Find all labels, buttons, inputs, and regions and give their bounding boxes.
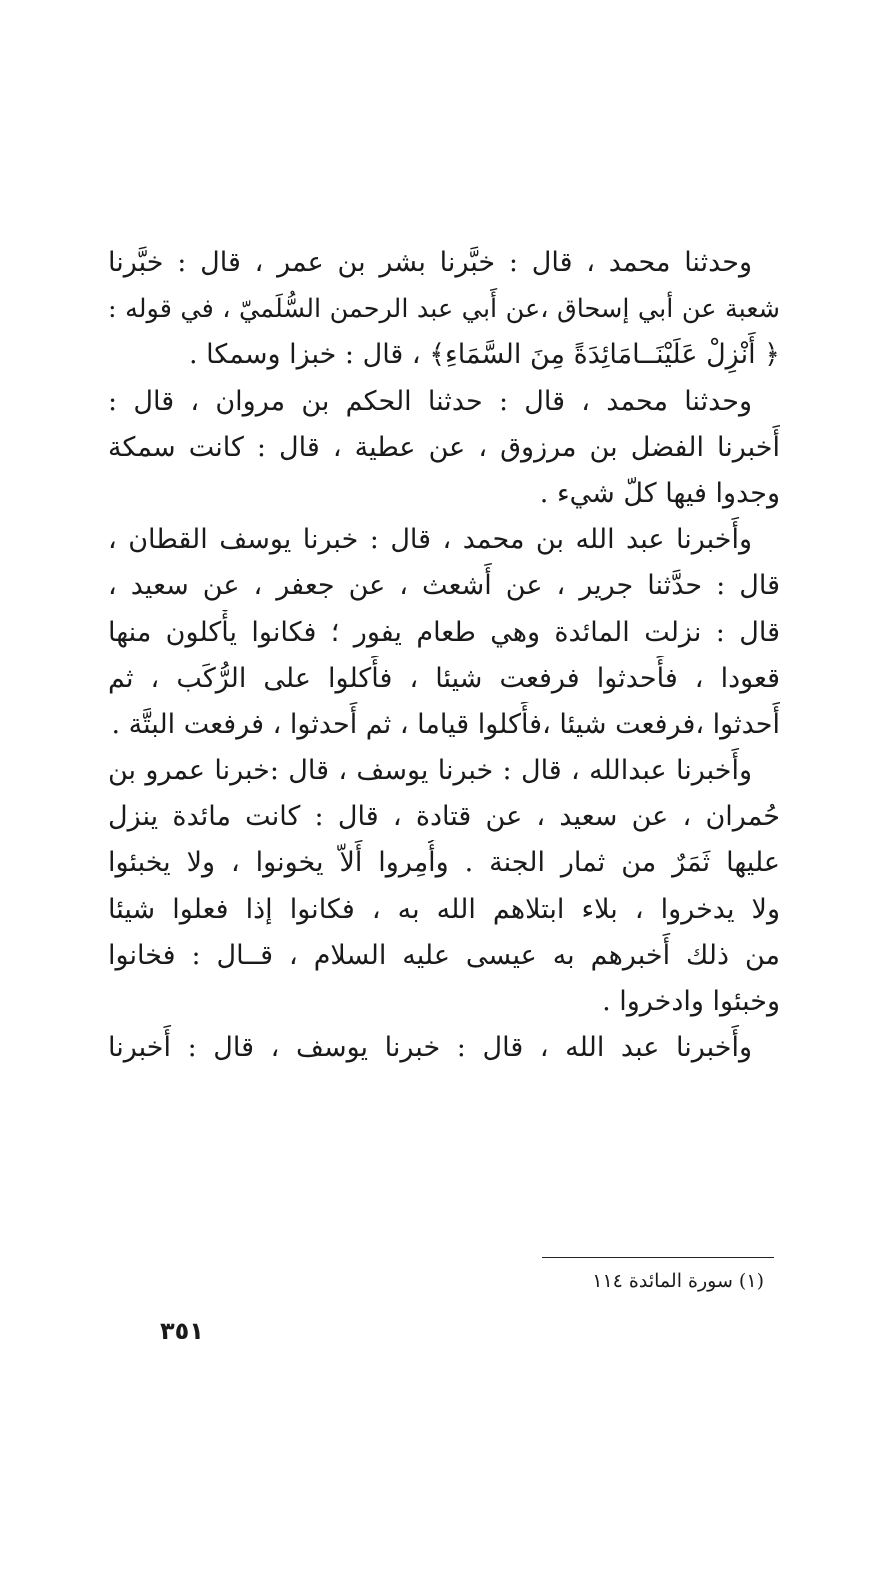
text-line: وخبئوا وادخروا . xyxy=(602,986,780,1017)
page-number: ٣٥١ xyxy=(160,1317,204,1345)
text-line: قال : نزلت المائدة وهي طعام يفور ؛ فكانوا يأْكلون منها xyxy=(108,616,780,648)
text-line: وأَخبرنا عبد الله ، قال : خبرنا يوسف ، قال : أَخبرنا xyxy=(108,1032,752,1064)
text-line: وحدثنا محمد ، قال : حدثنا الحكم بن مروان ، قال : xyxy=(108,385,752,417)
text-line: وحدثنا محمد ، قال : خبَّرنا بشر بن عمر ، قال : خبَّرنا xyxy=(108,247,752,278)
text-line: أَحدثوا ،فرفعت شيئا ،فأَكلوا قياما ، ثم أَحدثوا ، فرفعت البتَّة . xyxy=(111,708,780,740)
text-line: ولا يدخروا ، بلاء ابتلاهم الله به ، فكانوا إذا فعلوا شيئا xyxy=(108,893,780,925)
text-line: وجدوا فيها كلّ شيء . xyxy=(539,477,780,509)
text-line: من ذلك أَخبرهم به عيسى عليه السلام ، قــال : فخانوا xyxy=(108,939,780,971)
text-line: قال : حدَّثنا جرير ، عن أَشعث ، عن جعفر ، عن سعيد ، xyxy=(108,570,780,602)
text-line: وأَخبرنا عبد الله بن محمد ، قال : خبرنا يوسف القطان ، xyxy=(108,524,752,556)
text-line: حُمران ، عن سعيد ، عن قتادة ، قال : كانت مائدة ينزل xyxy=(108,801,780,833)
text-line: ﴿ أَنْزِلْ عَلَيْنَــامَائِدَةً مِنَ السَّمَاءِ﴾ ، قال : خبزا وسمكا . xyxy=(188,339,780,371)
text-line: أَخبرنا الفضل بن مرزوق ، عن عطية ، قال : كانت سمكة xyxy=(108,431,780,463)
text-line: وأَخبرنا عبدالله ، قال : خبرنا يوسف ، قال :خبرنا عمرو بن xyxy=(108,755,752,787)
text-line: عليها ثَمَرٌ من ثمار الجنة . وأُمِروا أَلاّ يخونوا ، ولا يخبئوا xyxy=(108,847,780,879)
text-line: شعبة عن أبي إسحاق ،عن أَبي عبد الرحمن السُّلَميّ ، في قوله : xyxy=(108,294,780,325)
footnote: (١) سورة المائدة ١١٤ xyxy=(592,1270,764,1292)
body-text xyxy=(108,240,780,1071)
text-line: قعودا ، فأَحدثوا فرفعت شيئا ، فأَكلوا على الرُّكَب ، ثم xyxy=(108,662,780,694)
footnote-divider xyxy=(542,1257,774,1258)
